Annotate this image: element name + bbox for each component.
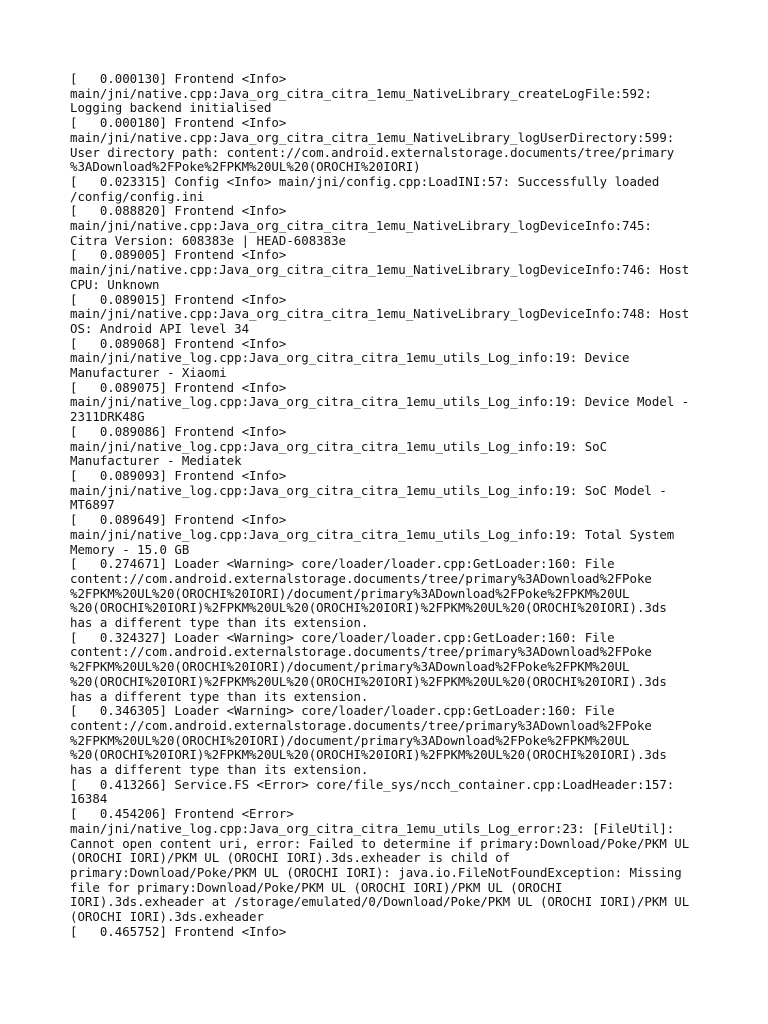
log-line: has a different type than its extension. [70, 615, 369, 631]
log-line: content://com.android.externalstorage.documents/tree/primary%3ADownload%2FPoke [70, 717, 652, 733]
log-line: %20(OROCHI%20IORI)%2FPKM%20UL%20(OROCHI%20IORI)%2FPKM%20UL%20(OROCHI%20IORI).3ds [70, 673, 667, 689]
log-line: main/jni/native.cpp:Java_org_citra_citra_1emu_NativeLibrary_logUserDirectory:599: [70, 129, 675, 145]
log-line: Logging backend initialised [70, 100, 272, 116]
log-line: [ 0.089015] Frontend <Info> [70, 291, 287, 307]
log-line: file for primary:Download/Poke/PKM UL (OROCHI IORI)/PKM UL (OROCHI [70, 879, 563, 895]
log-line: %2FPKM%20UL%20(OROCHI%20IORI)/document/primary%3ADownload%2FPoke%2FPKM%20UL [70, 585, 630, 601]
log-line: [ 0.023315] Config <Info> main/jni/config.cpp:LoadINI:57: Successfully loaded [70, 173, 660, 189]
log-line: main/jni/native_log.cpp:Java_org_citra_citra_1emu_utils_Log_error:23: [FileUtil]: [70, 820, 675, 836]
log-line: main/jni/native.cpp:Java_org_citra_citra_1emu_NativeLibrary_createLogFile:592: [70, 85, 652, 101]
log-line: 2311DRK48G [70, 409, 145, 425]
log-document-page [70, 72, 710, 952]
log-line: [ 0.324327] Loader <Warning> core/loader/loader.cpp:GetLoader:160: File [70, 629, 615, 645]
log-line: [ 0.465752] Frontend <Info> [70, 923, 287, 939]
log-line: [ 0.413266] Service.FS <Error> core/file_sys/ncch_container.cpp:LoadHeader:157: [70, 776, 675, 792]
log-line: [ 0.089093] Frontend <Info> [70, 467, 287, 483]
log-line: 16384 [70, 791, 108, 807]
log-line: Cannot open content uri, error: Failed to determine if primary:Download/Poke/PKM UL [70, 835, 690, 851]
log-line: Citra Version: 608383e | HEAD-608383e [70, 232, 347, 248]
log-line: [ 0.000180] Frontend <Info> [70, 115, 287, 131]
log-line: [ 0.089075] Frontend <Info> [70, 379, 287, 395]
log-line: [ 0.274671] Loader <Warning> core/loader/loader.cpp:GetLoader:160: File [70, 556, 615, 572]
log-line: main/jni/native_log.cpp:Java_org_citra_citra_1emu_utils_Log_info:19: Device Model - [70, 394, 690, 410]
log-line: %2FPKM%20UL%20(OROCHI%20IORI)/document/primary%3ADownload%2FPoke%2FPKM%20UL [70, 659, 630, 675]
log-line: Manufacturer - Xiaomi [70, 365, 227, 381]
log-line: content://com.android.externalstorage.documents/tree/primary%3ADownload%2FPoke [70, 570, 652, 586]
log-line: main/jni/native_log.cpp:Java_org_citra_citra_1emu_utils_Log_info:19: SoC Model - [70, 482, 667, 498]
log-line: primary:Download/Poke/PKM UL (OROCHI IORI): java.io.FileNotFoundException: Missing [70, 864, 682, 880]
log-line: Manufacturer - Mediatek [70, 453, 242, 469]
log-line: (OROCHI IORI)/PKM UL (OROCHI IORI).3ds.exheader is child of [70, 850, 511, 866]
log-line: main/jni/native_log.cpp:Java_org_citra_citra_1emu_utils_Log_info:19: Device [70, 350, 630, 366]
log-line: main/jni/native.cpp:Java_org_citra_citra_1emu_NativeLibrary_logDeviceInfo:748: Host [70, 306, 690, 322]
log-line: OS: Android API level 34 [70, 320, 250, 336]
log-line: [ 0.089086] Frontend <Info> [70, 423, 287, 439]
log-line: [ 0.088820] Frontend <Info> [70, 203, 287, 219]
log-line: %3ADownload%2FPoke%2FPKM%20UL%20(OROCHI%20IORI) [70, 159, 421, 175]
log-line: (OROCHI IORI).3ds.exheader [70, 909, 264, 925]
log-line: content://com.android.externalstorage.documents/tree/primary%3ADownload%2FPoke [70, 644, 652, 660]
log-line: main/jni/native_log.cpp:Java_org_citra_citra_1emu_utils_Log_info:19: SoC [70, 438, 608, 454]
log-line: has a different type than its extension. [70, 688, 369, 704]
log-line: /config/config.ini [70, 188, 205, 204]
log-line: Memory - 15.0 GB [70, 541, 190, 557]
log-line: %2FPKM%20UL%20(OROCHI%20IORI)/document/primary%3ADownload%2FPoke%2FPKM%20UL [70, 732, 630, 748]
log-line: main/jni/native_log.cpp:Java_org_citra_citra_1emu_utils_Log_info:19: Total System [70, 526, 675, 542]
log-line: [ 0.089005] Frontend <Info> [70, 247, 287, 263]
log-line: MT6897 [70, 497, 115, 513]
log-line: CPU: Unknown [70, 276, 160, 292]
log-line: IORI).3ds.exheader at /storage/emulated/0/Download/Poke/PKM UL (OROCHI IORI)/PKM UL [70, 894, 690, 910]
log-line: has a different type than its extension. [70, 762, 369, 778]
log-line: main/jni/native.cpp:Java_org_citra_citra_1emu_NativeLibrary_logDeviceInfo:745: [70, 218, 652, 234]
log-line: [ 0.089649] Frontend <Info> [70, 512, 287, 528]
log-line: [ 0.089068] Frontend <Info> [70, 335, 287, 351]
log-line: main/jni/native.cpp:Java_org_citra_citra_1emu_NativeLibrary_logDeviceInfo:746: Host [70, 262, 690, 278]
log-text-body [70, 72, 710, 939]
log-line: %20(OROCHI%20IORI)%2FPKM%20UL%20(OROCHI%20IORI)%2FPKM%20UL%20(OROCHI%20IORI).3ds [70, 600, 667, 616]
log-line: User directory path: content://com.android.externalstorage.documents/tree/primary [70, 144, 675, 160]
log-line: [ 0.346305] Loader <Warning> core/loader/loader.cpp:GetLoader:160: File [70, 703, 615, 719]
log-line: [ 0.454206] Frontend <Error> [70, 806, 294, 822]
log-line: [ 0.000130] Frontend <Info> [70, 72, 287, 86]
log-line: %20(OROCHI%20IORI)%2FPKM%20UL%20(OROCHI%20IORI)%2FPKM%20UL%20(OROCHI%20IORI).3ds [70, 747, 667, 763]
